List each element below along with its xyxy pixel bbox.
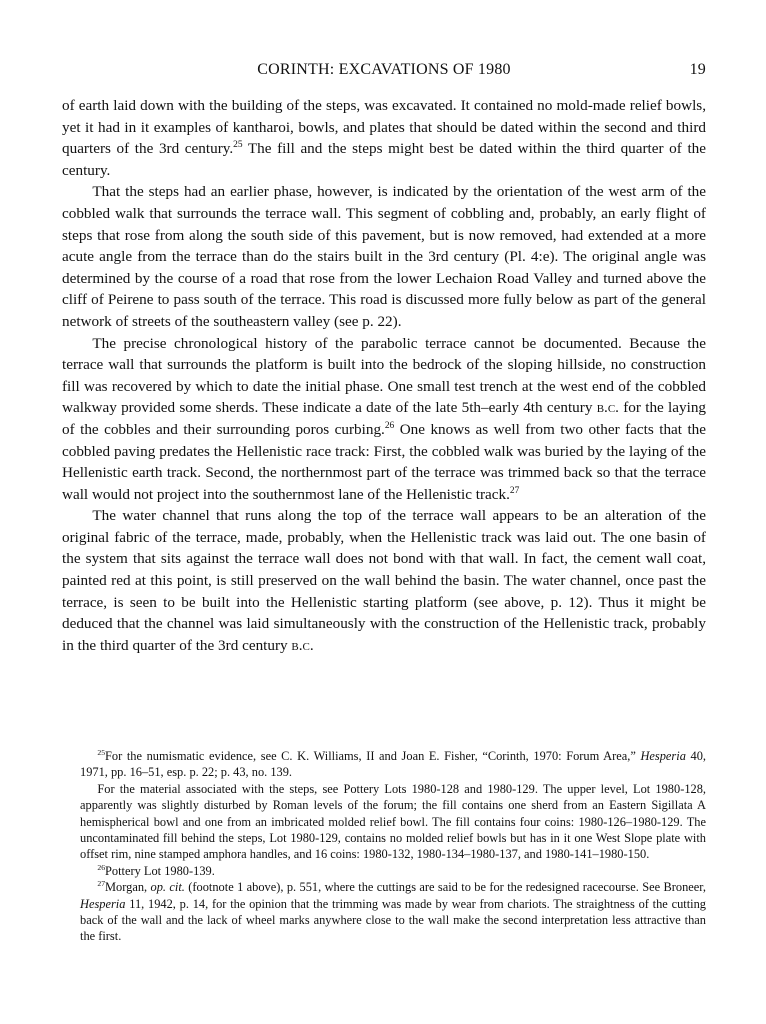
op-cit: op. cit. bbox=[150, 880, 185, 895]
running-head bbox=[62, 58, 706, 82]
footnote-text: For the numismatic evidence, see C. K. Williams, II and Joan E. Fisher, “Corinth, 1970: Forum Area,” bbox=[105, 749, 641, 763]
paragraph-4 bbox=[62, 505, 706, 656]
journal-title: Hesperia bbox=[640, 749, 686, 763]
main-text bbox=[62, 95, 706, 656]
paragraph-1 bbox=[62, 95, 706, 181]
footnote-text: Morgan, bbox=[105, 880, 151, 895]
page-number: 19 bbox=[689, 61, 706, 78]
footnote-25-continued: For the material associated with the steps, see Pottery Lots 1980-128 and 1980-129. The upper level, Lot 1980-128, apparently was slightly disturbed by Roman levels of the forum; the fill contains one sherd from an Eastern Sigillata A hemispherical bowl and one from an imbricated molded relief bowl. The fill contains four coins: 1980-126–1980-129. The uncontaminated fill behind the steps, Lot 1980-129, contains no molded relief bowls but has in it one West Slope plate with offset rim, nine stamped amphora handles, and 16 coins: 1980-132, 1980-134–1980-137, and 1980-141–1980-150. bbox=[80, 781, 706, 862]
footnote-number: 25 bbox=[97, 747, 106, 757]
footnote-25 bbox=[80, 748, 706, 781]
footnote-ref-26: 26 bbox=[384, 420, 395, 431]
footnote-text: 11, 1942, p. 14, for the opinion that the trimming was made by wear from chariots. The straightness of the cutting back of the wall and the lack of wheel marks anywhere close to the wall make the second interpretation less attractive than the first. bbox=[80, 896, 706, 944]
paragraph-2: That the steps had an earlier phase, however, is indicated by the orientation of the west arm of the cobbled walk that surrounds the terrace wall. This segment of cobbling and, probably, an early flight of steps that rose from along the south side of this pavement, but is now removed, had extended at a more acute angle from the terrace than do the stairs built in the 3rd century (Pl. 4:e). The original angle was determined by the course of a road that rose from the lower Lechaion Road Valley and turned above the cliff of Peirene to pass south of the terrace. This road is discussed more fully below as part of the general network of streets of the southeastern valley (see p. 22). bbox=[62, 183, 706, 330]
paragraph-1-text-cont: The fill and the steps might best be dated within the third quarter of the century. bbox=[62, 140, 706, 179]
paragraph-3-text: The precise chronological history of the parabolic terrace cannot be documented. Because the terrace wall that surrounds the platform is built into the bedrock of the sloping hillside, no construction fill was recovered by which to date the initial phase. One small test trench at the west end of the cobbled walkway provided some sherds. These indicate a date of the late 5th–early 4th century bbox=[62, 334, 706, 417]
footnote-ref-27: 27 bbox=[509, 485, 520, 496]
paragraph-3 bbox=[62, 333, 706, 506]
footnotes bbox=[80, 748, 706, 945]
footnote-26 bbox=[80, 863, 706, 879]
footnote-number: 26 bbox=[97, 862, 106, 872]
footnote-ref-25: 25 bbox=[233, 140, 243, 151]
footnote-text: (footnote 1 above), p. 551, where the cuttings are said to be for the redesigned racecourse. See Broneer, bbox=[184, 880, 706, 895]
era-abbrev: b.c. bbox=[596, 399, 619, 417]
paragraph-4-text: The water channel that runs along the top of the terrace wall appears to be an alteration of the original fabric of the terrace, made, probably, when the Hellenistic track was laid out. The one basin of the system that sits against the terrace wall does not bond with that wall. In fact, the cement wall coat, painted red at this point, is still preserved on the wall behind the basin. The water channel, once past the terrace, is seen to be built into the Hellenistic starting platform (see above, p. 12). Thus it might be deduced that the channel was laid simultaneously with the construction of the Hellenistic track, probably in the third quarter of the 3rd century bbox=[62, 507, 706, 654]
paragraph-3-text-cont: for the laying of the cobbles and their surrounding poros curbing. bbox=[62, 399, 707, 438]
paragraph-3-text-end: One knows as well from two other facts that the cobbled paving predates the Hellenistic race track: First, the cobbled walk was buried by the laying of the Hellenistic earth track. Second, the northernmost part of the terrace was trimmed back so that the terrace wall would not project into the southernmost lane of the Hellenistic track. bbox=[62, 420, 706, 503]
footnote-number: 27 bbox=[97, 879, 106, 889]
journal-title: Hesperia bbox=[80, 896, 126, 911]
footnote-text: 40, 1971, pp. 16–51, esp. p. 22; p. 43, no. 139. bbox=[80, 749, 706, 780]
paragraph-1-text: of earth laid down with the building of the steps, was excavated. It contained no mold-made relief bowls, yet it had in it examples of kantharoi, bowls, and plates that should be dated within the second and third quarters of the 3rd century. bbox=[62, 97, 706, 158]
footnote-27 bbox=[80, 879, 706, 945]
footnote-text: Pottery Lot 1980-139. bbox=[105, 863, 215, 878]
era-abbrev: b.c. bbox=[291, 636, 314, 654]
running-title: CORINTH: EXCAVATIONS OF 1980 bbox=[257, 61, 511, 78]
